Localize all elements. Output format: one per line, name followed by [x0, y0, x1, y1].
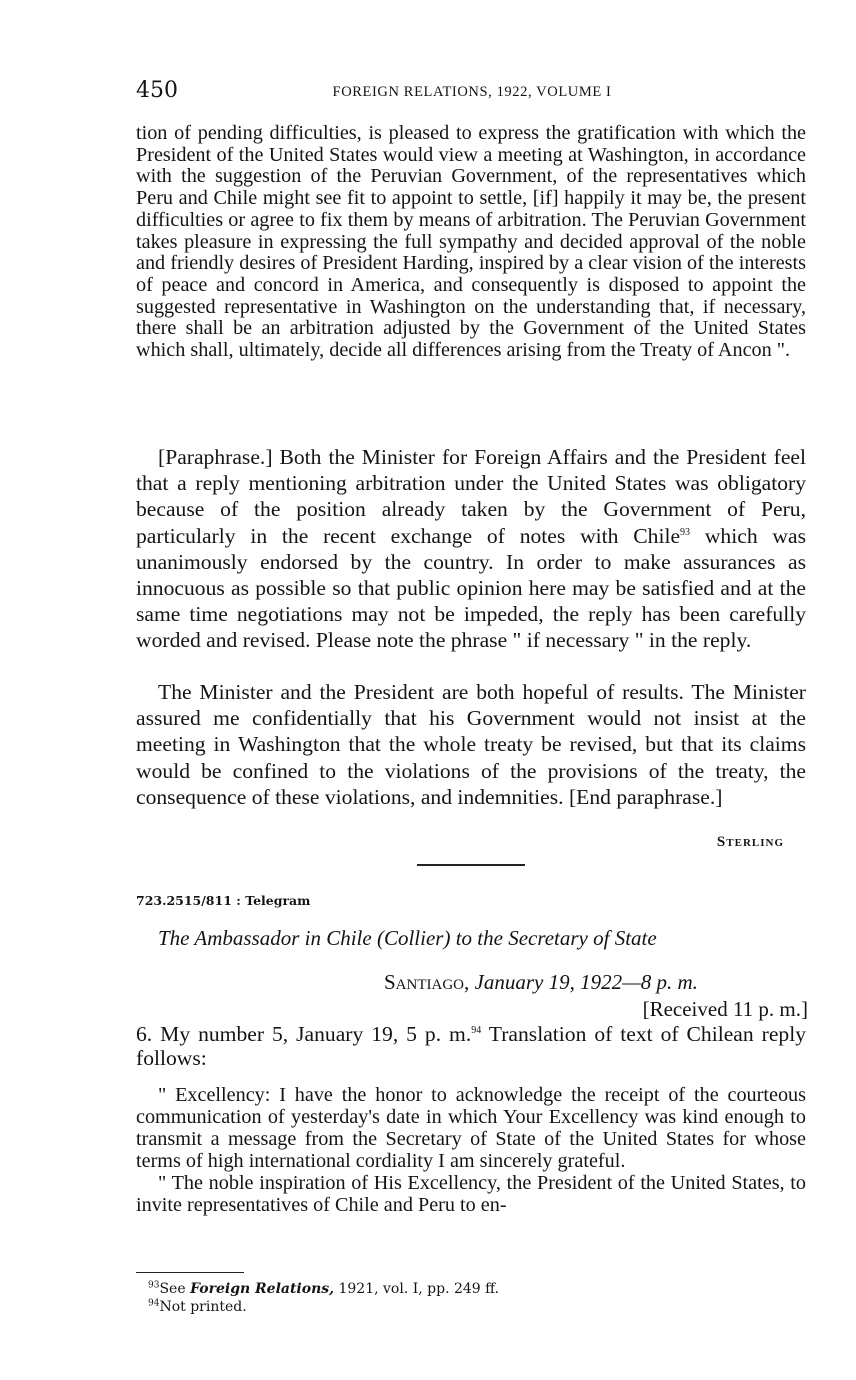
section-divider [417, 864, 525, 866]
opening-text: Translation of text of Chilean reply follows: [136, 1022, 806, 1071]
footnote-ref-94[interactable]: 94 [471, 1024, 482, 1036]
footnotes [148, 1280, 499, 1316]
footnote-ref-93[interactable]: 93 [680, 526, 691, 538]
quote-paragraph: " Excellency: I have the honor to acknowledge the receipt of the courteous communication of yesterday's date in which Your Excellency was kind enough to transmit a message from the Secretary of State of the United States for whose terms of high international cordiality I am sincerely grateful. [136, 1084, 806, 1172]
running-title: FOREIGN RELATIONS, 1922, VOLUME I [332, 84, 612, 100]
document-title: The Ambassador in Chile (Collier) to the Secretary of State [158, 926, 657, 950]
opening-text: 6. My number 5, January 19, 5 p. m. [136, 1022, 472, 1046]
running-head [136, 78, 808, 108]
quote-paragraph: " The noble inspiration of His Excellency, the President of the United States, to invite representatives of Chile and Peru to en- [136, 1172, 806, 1216]
page-number: 450 [136, 78, 178, 103]
footnote-94: $^{94}$Not printed. [148, 1298, 247, 1315]
chilean-reply-quote [136, 1084, 806, 1216]
received-note: [Received 11 p. m.] [642, 997, 808, 1021]
file-reference: 723.2515/811 : Telegram [136, 893, 311, 908]
paraphrase-paragraph [136, 444, 806, 654]
dateline-date: January 19, 1922—8 p. m. [474, 970, 698, 994]
paragraph-text: which was unanimously endorsed by the country. In order to make assurances as innocuous as possible so that public opinion here may be satisfied and at the same time negotiations may not be impeded, the reply has been carefully worded and revised. Please note the phrase " if necessary " in the reply. [136, 523, 806, 653]
signature: Sterling [716, 834, 784, 850]
dateline-place: Santiago, [384, 970, 470, 994]
dateline [384, 970, 698, 995]
footnote-rule [136, 1272, 244, 1273]
paraphrase-paragraph-2: The Minister and the President are both hopeful of results. The Minister assured me confidentially that his Government would not insist at the meeting in Washington that the whole treaty be revised, but that its claims would be confined to the violations of the provisions of the treaty, the consequence of these violations, and indemnities. [End paraphrase.] [136, 680, 806, 809]
peru-reply-quote: tion of pending difficulties, is pleased to express the gratification with which the President of the United States would view a meeting at Washington, in accordance with the suggestion of the Peruvian Government, of the representatives which Peru and Chile might see fit to appoint to settle, [if] happily it may be, the present difficulties or agree to fix them by means of arbitration. The Peruvian Government takes pleasure in expressing the full sympathy and decided approval of the noble and friendly desires of President Harding, inspired by a clear vision of the interests of peace and concord in America, and consequently is disposed to appoint the suggested representative in Washington on the understanding that, if necessary, there shall be an arbitration adjusted by the Government of the United States which shall, ultimately, decide all differences arising from the Treaty of Ancon ". [136, 122, 806, 362]
paragraph-text: [Paraphrase.] Both the Minister for Foreign Affairs and the President feel that a reply mentioning arbitration under the United States was obligatory because of the position already taken by the Government of Peru, particularly in the recent exchange of notes with Chile [136, 445, 806, 548]
footnote-93: $^{93}$See Foreign Relations, 1921, vol. I, pp. 249 ff. [148, 1280, 500, 1297]
telegram-opening [136, 1022, 806, 1070]
